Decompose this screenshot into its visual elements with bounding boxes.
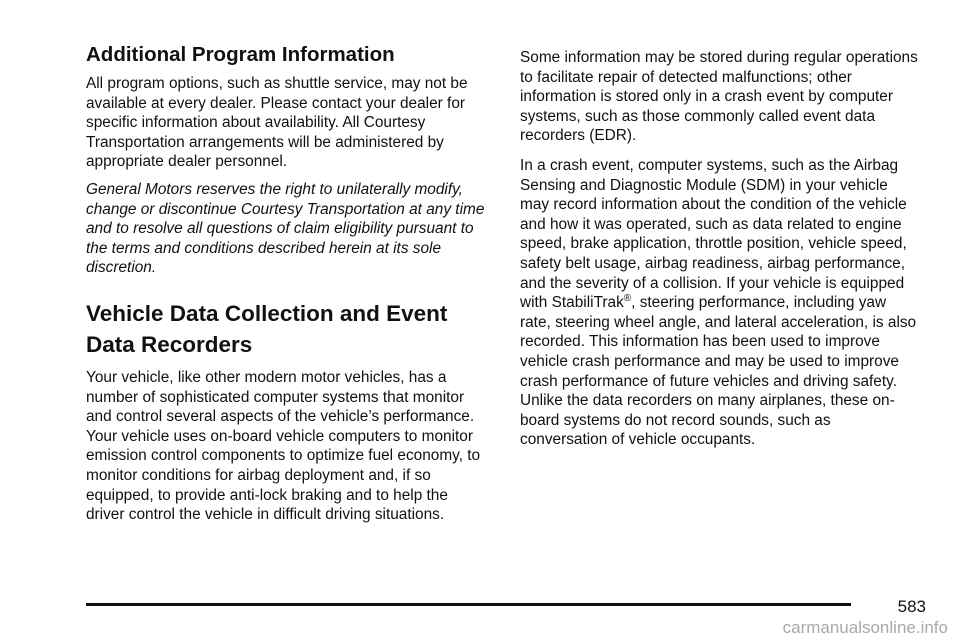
left-column	[86, 42, 486, 533]
site-watermark: carmanualsonline.info	[782, 618, 948, 637]
registered-trademark-mark: ®	[623, 293, 632, 304]
footer-rule	[86, 603, 851, 606]
paragraph-crash-event	[520, 156, 920, 450]
crash-event-text-part1: In a crash event, computer systems, such as the Airbag Sensing and Diagnostic Module (SDM) in your vehicle may record information about the condition of the vehicle and how it was operated, such as data related to engine speed, brake application, throttle position, vehicle speed, safety belt usage, airbag readiness, airbag performance, and the severity of a collision. If your vehicle is equipped with StabiliTrak	[520, 156, 907, 312]
crash-event-text-part2: , steering performance, including yaw rate, steering wheel angle, and lateral acceleration, is also recorded. This information has been used to improve vehicle crash performance and may be used to improve crash performance of future vehicles and driving safety. Unlike the data recorders on many airplanes, these on-board systems do not record sounds, such as conversation of vehicle occupants.	[520, 294, 917, 449]
page-number: 583	[897, 597, 926, 616]
paragraph-program-options: All program options, such as shuttle service, may not be available at every dealer. Please contact your dealer for specific information about availability. All Courtesy Transportation arrangements will be administered by appropriate dealer personnel.	[86, 75, 468, 171]
paragraph-gm-disclaimer: General Motors reserves the right to unilaterally modify, change or discontinue Courtesy Transportation at any time and to resolve all questions of claim eligibility pursuant to the terms and conditions described herein at its sole discretion.	[86, 180, 485, 277]
heading-additional-program: Additional Program Information	[86, 43, 395, 66]
heading-vehicle-data-line1: Vehicle Data Collection and Event	[86, 300, 448, 326]
paragraph-vehicle-computers: Your vehicle, like other modern motor vehicles, has a number of sophisticated computer systems that monitor and control several aspects of the vehicle’s performance. Your vehicle uses on-board vehicle computers to monitor emission control components to optimize fuel economy, to monitor conditions for airbag deployment and, if so equipped, to provide anti-lock braking and to help the driver control the vehicle in difficult driving situations.	[86, 368, 481, 524]
paragraph-information-storage: Some information may be stored during regular operations to facilitate repair of detected malfunctions; other information is stored only in a crash event by computer systems, such as those commonly called event data recorders (EDR).	[520, 49, 918, 145]
heading-vehicle-data	[86, 298, 486, 360]
right-column	[520, 42, 920, 460]
heading-vehicle-data-line2: Data Recorders	[86, 331, 253, 357]
